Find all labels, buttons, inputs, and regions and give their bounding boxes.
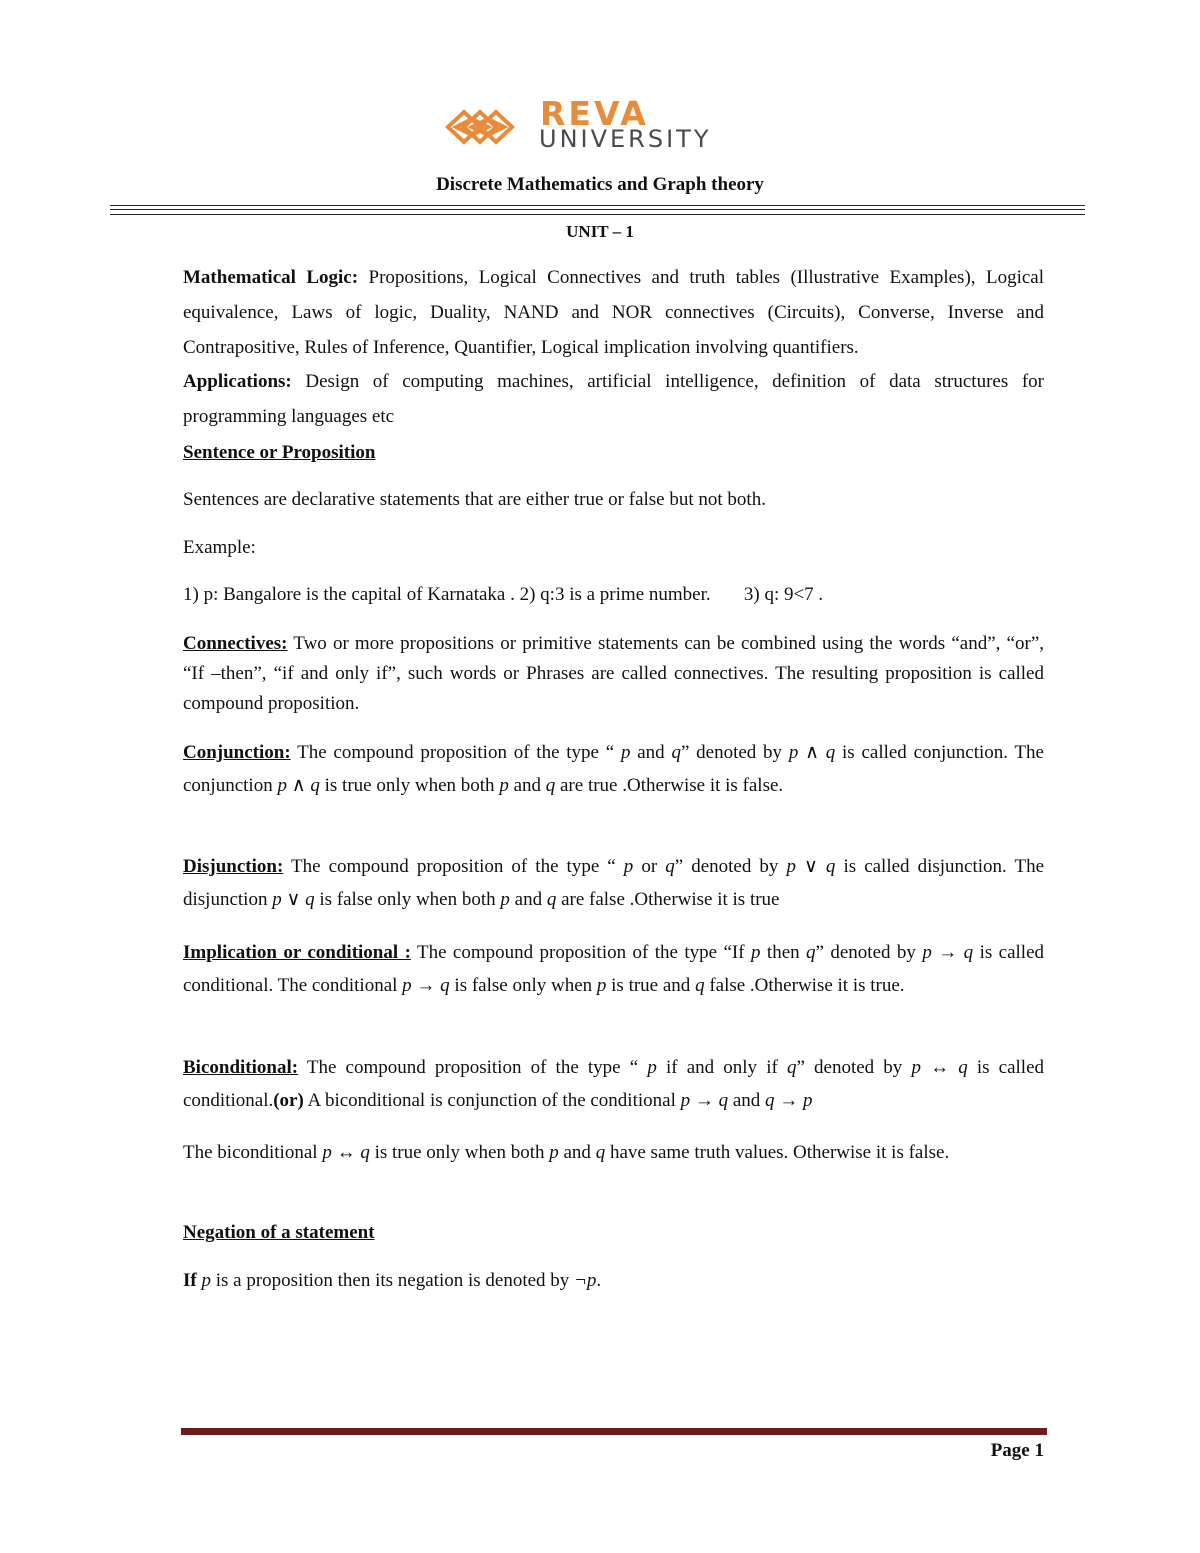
math-q: q (786, 1057, 797, 1078)
syllabus-logic (183, 260, 1044, 365)
implication-text-1: The compound proposition of the type “If (410, 942, 751, 963)
examples-line: 1) p: Bangalore is the capital of Karnataka . 2) q:3 is a prime number. 3) q: 9<7 . (183, 584, 824, 605)
biconditional-label: Biconditional: (183, 1057, 299, 1078)
footer-bar (181, 1428, 1047, 1435)
document-title: Discrete Mathematics and Graph theory (436, 174, 764, 195)
math-q: q (546, 889, 557, 910)
math-disjunction-expr: p ∨ q (272, 889, 315, 910)
reva-knot-logo-icon (444, 104, 516, 150)
biconditional-sentence-1: The biconditional (183, 1142, 323, 1163)
sentence-definition: Sentences are declarative statements that are either true or false but not both. (183, 489, 766, 510)
biconditional-paragraph (183, 1051, 1044, 1117)
sentence-heading: Sentence or Proposition (183, 442, 376, 463)
conjunction-text-7: are true .Otherwise it is false. (555, 775, 784, 796)
implication-text-7: false .Otherwise it is true. (704, 975, 905, 996)
math-converse-expr: q → p (765, 1090, 813, 1111)
connectives-label: Connectives: (183, 633, 288, 654)
math-q: q (545, 775, 556, 796)
biconditional-sentence-4: have same truth values. Otherwise it is false. (605, 1142, 950, 1163)
conjunction-text-5: is true only when both (319, 775, 500, 796)
connectives-text: Two or more propositions or primitive statements can be combined using the words “and”, “or”, “If –then”, “if and only if”, such words or Phrases are called connectives. The resulting proposition is called compound proposition. (183, 633, 1044, 714)
math-q: q (671, 742, 681, 763)
disjunction-label: Disjunction: (183, 856, 284, 877)
math-p: p (499, 775, 509, 796)
implication-text-3: ” denoted by (815, 942, 923, 963)
negation-text-1: is a proposition then its negation is denoted by (210, 1270, 575, 1291)
biconditional-truth-paragraph (183, 1136, 1044, 1169)
university-logo (444, 94, 789, 155)
biconditional-text-5: A biconditional is conjunction of the conditional (303, 1090, 681, 1111)
math-p: p (549, 1142, 559, 1163)
math-conditional-expr: p → q (680, 1090, 729, 1111)
logo-wordmark-bottom: UNIVERSITY (539, 125, 712, 153)
math-p: p (623, 856, 634, 877)
example-label: Example: (183, 537, 256, 558)
sentence-heading-block (183, 442, 1044, 464)
math-biconditional-expr: p ↔ q (911, 1057, 968, 1078)
disjunction-text-2: or (633, 856, 666, 877)
disjunction-text-7: are false .Otherwise it is true (556, 889, 780, 910)
biconditional-sentence-2: is true only when both (369, 1142, 550, 1163)
negation-paragraph (183, 1270, 1044, 1292)
math-q: q (595, 1142, 606, 1163)
math-negation-expr: ¬p (574, 1270, 597, 1291)
biconditional-text-2: if and only if (656, 1057, 787, 1078)
implication-text-5: is false only when (449, 975, 597, 996)
negation-heading-block (183, 1222, 1044, 1244)
math-q: q (665, 856, 675, 877)
logic-label: Mathematical Logic: (183, 267, 359, 288)
math-p: p (647, 1057, 657, 1078)
math-p: p (596, 975, 607, 996)
page-number: Page 1 (990, 1440, 1044, 1461)
math-conjunction-expr: p ∧ q (788, 742, 836, 763)
title-rule-bottom (110, 214, 1085, 215)
connectives-paragraph (183, 629, 1044, 719)
implication-paragraph (183, 936, 1044, 1002)
negation-end: . (596, 1270, 602, 1291)
conjunction-text-3: ” denoted by (680, 742, 789, 763)
implication-text-2: then (760, 942, 807, 963)
math-implication-expr: p → q (922, 942, 974, 963)
math-p: p (751, 942, 761, 963)
conjunction-label: Conjunction: (183, 742, 291, 763)
unit-heading: UNIT – 1 (566, 222, 634, 241)
title-rule-middle (110, 209, 1085, 210)
math-q: q (695, 975, 705, 996)
title-rule-top (110, 205, 1085, 206)
conjunction-text-2: and (630, 742, 672, 763)
implication-label: Implication or conditional : (183, 942, 411, 963)
math-q: q (806, 942, 816, 963)
biconditional-sentence-3: and (558, 1142, 596, 1163)
math-p: p (201, 1270, 211, 1291)
logic-text: Propositions, Logical Connectives and truth tables (Illustrative Examples), Logical equivalence, Laws of logic, Duality, NAND and NOR connectives (Circuits), Converse, Inverse and Contrapositive, Rules of Inference, Quantifier, Logical implication involving quantifiers. (183, 267, 1044, 358)
math-biconditional-expr: p ↔ q (322, 1142, 370, 1163)
biconditional-text-4: is called conditional. (183, 1057, 1045, 1111)
conjunction-text-4: is called conjunction. The conjunction (183, 742, 1044, 796)
math-disjunction-expr: p ∨ q (786, 856, 836, 877)
if-label: If (183, 1270, 197, 1291)
conjunction-text-1: The compound proposition of the type “ (290, 742, 621, 763)
implication-text-6: is true and (606, 975, 696, 996)
biconditional-text-6: and (728, 1090, 766, 1111)
conjunction-text-6: and (508, 775, 546, 796)
disjunction-text-3: ” denoted by (674, 856, 787, 877)
disjunction-text-5: is false only when both (314, 889, 501, 910)
math-p: p (620, 742, 631, 763)
disjunction-text-6: and (509, 889, 547, 910)
applications-text: Design of computing machines, artificial intelligence, definition of data structures for programming languages etc (183, 371, 1044, 427)
negation-heading: Negation of a statement (183, 1222, 375, 1243)
disjunction-text-4: is called disjunction. The disjunction (183, 856, 1045, 910)
biconditional-text-3: ” denoted by (796, 1057, 912, 1078)
math-p: p (500, 889, 510, 910)
or-label: (or) (273, 1090, 304, 1111)
disjunction-text-1: The compound proposition of the type “ (283, 856, 624, 877)
syllabus-applications (183, 364, 1044, 434)
biconditional-text-1: The compound proposition of the type “ (298, 1057, 648, 1078)
math-implication-expr: p → q (402, 975, 450, 996)
logo-wordmark-top: REVA (540, 94, 649, 133)
conjunction-paragraph (183, 736, 1044, 802)
implication-text-4: is called conditional. The conditional (183, 942, 1045, 996)
math-conjunction-expr: p ∧ q (277, 775, 320, 796)
applications-label: Applications: (183, 371, 292, 392)
disjunction-paragraph (183, 850, 1044, 916)
